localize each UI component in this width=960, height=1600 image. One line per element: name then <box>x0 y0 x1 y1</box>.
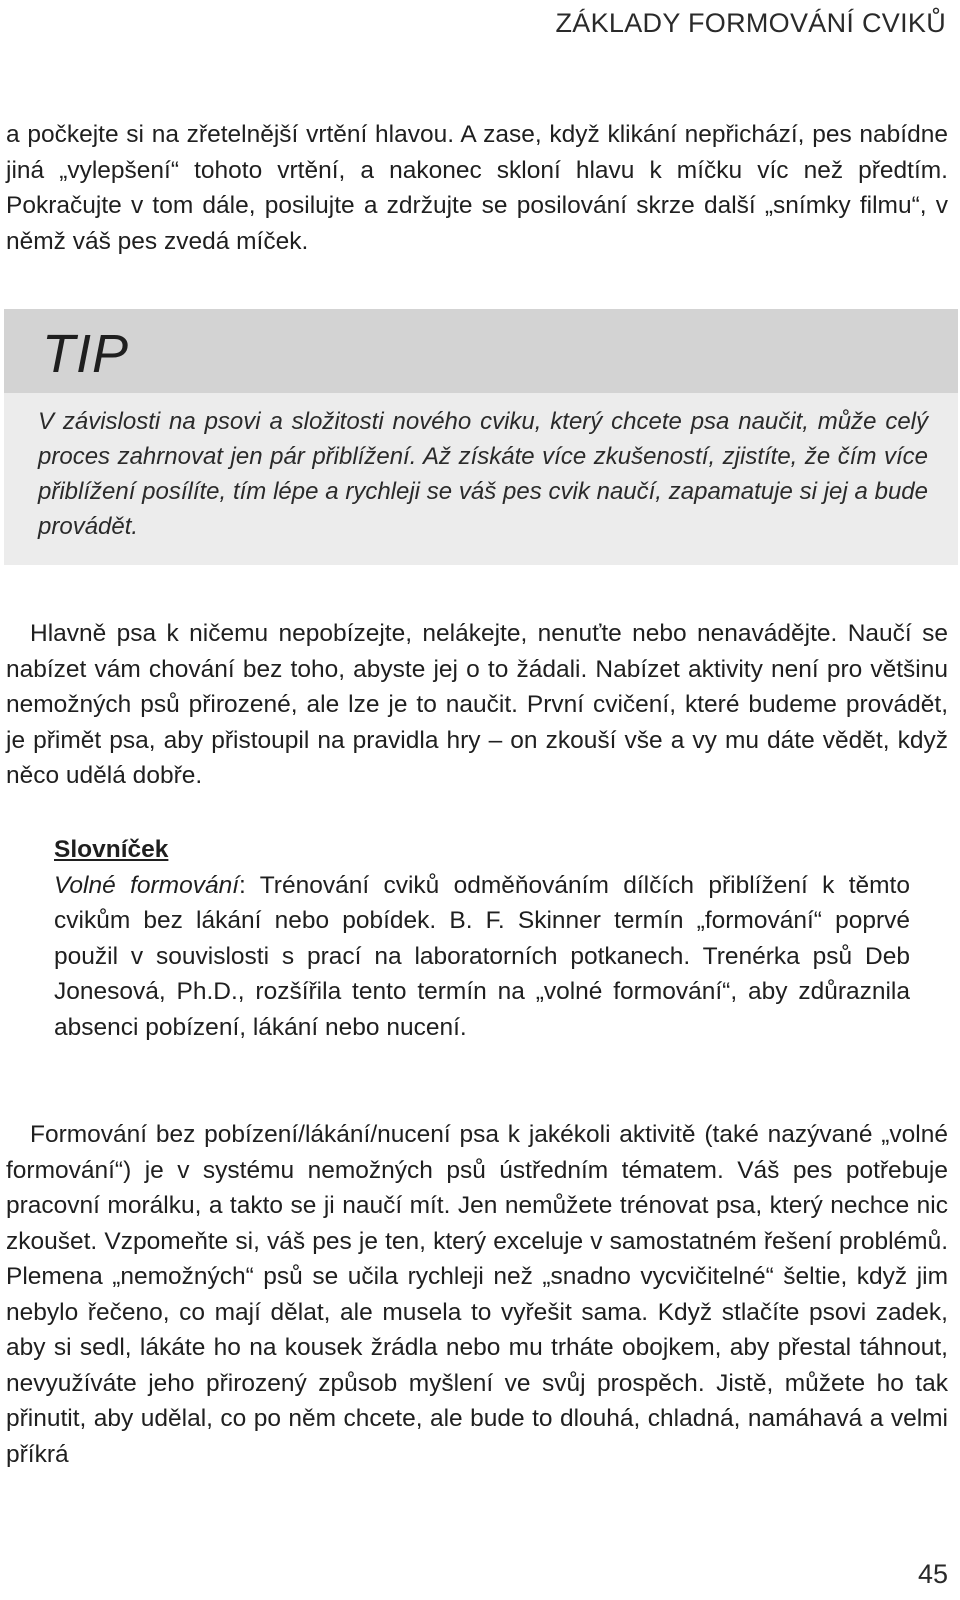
glossary-title: Slovníček <box>54 836 169 863</box>
glossary-definition: : Trénování cviků odměňováním dílčích přiblížení k těmto cvikům bez lákání nebo pobídek. B. F. Skinner termín „formování“ poprvé použil v souvislosti s prací na laboratorních potkanech. Trenérka psů Deb Jonesová, Ph.D., rozšířila tento termín na „volné formování“, aby zdůraznila absenci pobízení, lákání nebo nucení. <box>54 871 910 1041</box>
page-number: 45 <box>917 1559 948 1589</box>
main-paragraph-2: Formování bez pobízení/lákání/nucení psa k jakékoli aktivitě (také nazývané „volné formování“) je v systému nemožných psů ústředním tématem. Váš pes potřebuje pracovní morálku, a takto se ji naučí mít. Jen nemůžete trénovat psa, který nechce nic zkoušet. Vzpomeňte si, váš pes je ten, který exceluje v samostatném řešení problémů. Plemena „nemožných“ psů se učila rychleji než „snadno vycvičitelné“ šeltie, když jim nebylo řečeno, co mají dělat, ale musela to vyřešit sama. Když stlačíte psovi zadek, aby si sedl, lákáte ho na kousek žrádla nebo mu trháte obojkem, aby přestal táhnout, nevyužíváte jeho přirozený způsob myšlení ve svůj prospěch. Jistě, můžete ho tak přinutit, aby udělal, co po něm chcete, ale bude to dlouhá, chladná, namáhavá a velmi příkrá <box>6 1121 948 1468</box>
tip-box <box>4 309 958 565</box>
tip-title: TIP <box>42 324 130 384</box>
glossary-term: Volné formování <box>54 871 240 899</box>
main-paragraph-1: Hlavně psa k ničemu nepobízejte, nelákejte, nenuťte nebo nenavádějte. Naučí se nabízet vám chování bez toho, abyste jej o to žádali. Nabízet aktivity není pro většinu nemožných psů přirozené, ale lze je to naučit. První cvičení, které budeme provádět, je přimět psa, aby přistoupil na pravidla hry – on zkouší vše a vy mu dáte vědět, když něco udělá dobře. <box>6 620 948 789</box>
running-header: ZÁKLADY FORMOVÁNÍ CVIKŮ <box>555 8 946 38</box>
intro-paragraph: a počkejte si na zřetelnější vrtění hlavou. A zase, když klikání nepřichází, pes nabídne jiná „vylepšení“ tohoto vrtění, a nakonec skloní hlavu k míčku víc než předtím. Pokračujte v tom dále, posilujte a zdržujte se posilování skrze další „snímky filmu“, v němž váš pes zvedá míček. <box>6 121 948 255</box>
glossary-box <box>54 832 910 1045</box>
tip-header <box>4 309 958 393</box>
tip-text: V závislosti na psovi a složitosti nového cviku, který chcete psa naučit, může celý proces zahrnovat jen pár přiblížení. Až získáte více zkušeností, zjistíte, že čím více přiblížení posílíte, tím lépe a rychleji se váš pes cvik naučí, zapamatuje si jej a bude provádět. <box>38 408 928 540</box>
